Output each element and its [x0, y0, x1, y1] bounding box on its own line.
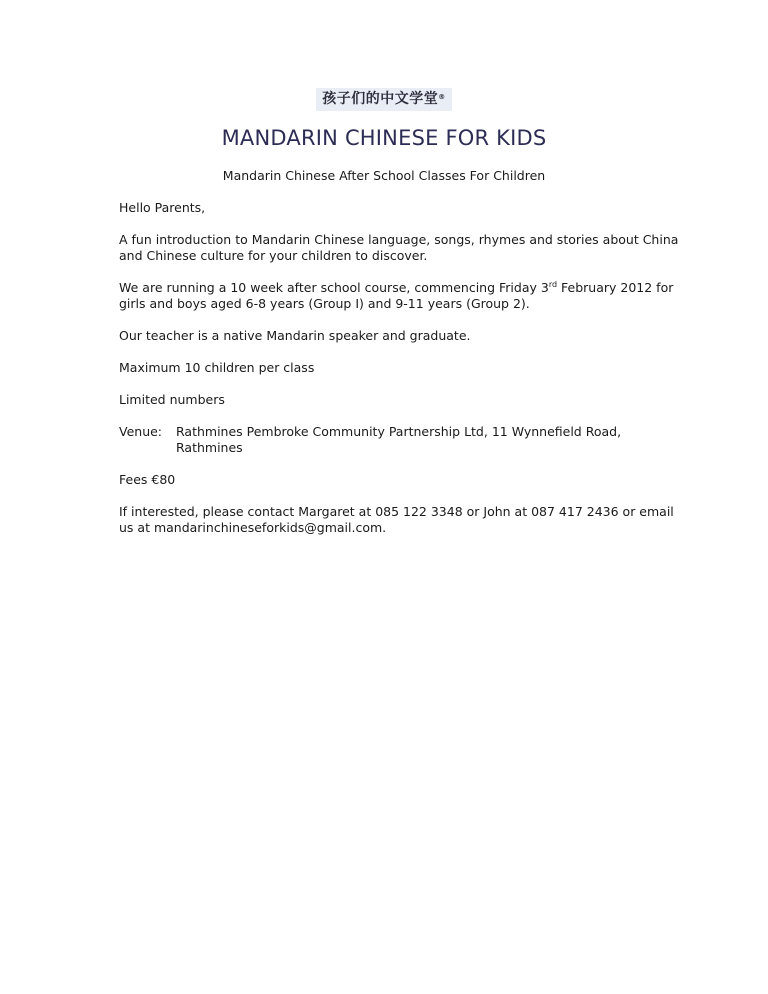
letter-body [119, 200, 679, 552]
intro-paragraph: A fun introduction to Mandarin Chinese language, songs, rhymes and stories about China and Chinese culture for your children to discover. [119, 232, 679, 263]
course-text-start: We are running a 10 week after school course, commencing Friday 3 [119, 280, 549, 295]
limited-numbers-paragraph: Limited numbers [119, 392, 225, 407]
course-text-end: February 2012 for girls and boys aged 6-8 years (Group I) and 9-11 years (Group 2). [119, 280, 674, 311]
venue-label: Venue: [119, 424, 163, 439]
course-paragraph [119, 280, 679, 312]
teacher-paragraph: Our teacher is a native Mandarin speaker and graduate. [119, 328, 471, 343]
logo-registered-mark: ® [438, 93, 446, 101]
fees-paragraph: Fees €80 [119, 472, 176, 487]
ordinal-suffix: rd [548, 279, 558, 289]
logo [0, 88, 768, 111]
page-subtitle: Mandarin Chinese After School Classes For Children [222, 168, 546, 183]
logo-text: 孩子们的中文学堂 [322, 91, 439, 107]
class-size-paragraph: Maximum 10 children per class [119, 360, 315, 375]
venue-block [119, 424, 679, 456]
logo-badge [316, 88, 452, 111]
page-title: MANDARIN CHINESE FOR KIDS [221, 126, 547, 150]
venue-address: Rathmines Pembroke Community Partnership Ltd, 11 Wynnefield Road, Rathmines [176, 424, 622, 455]
greeting: Hello Parents, [119, 200, 206, 215]
contact-paragraph: If interested, please contact Margaret at 085 122 3348 or John at 087 417 2436 or email us at mandarinchineseforkids@gmail.com. [119, 504, 674, 535]
